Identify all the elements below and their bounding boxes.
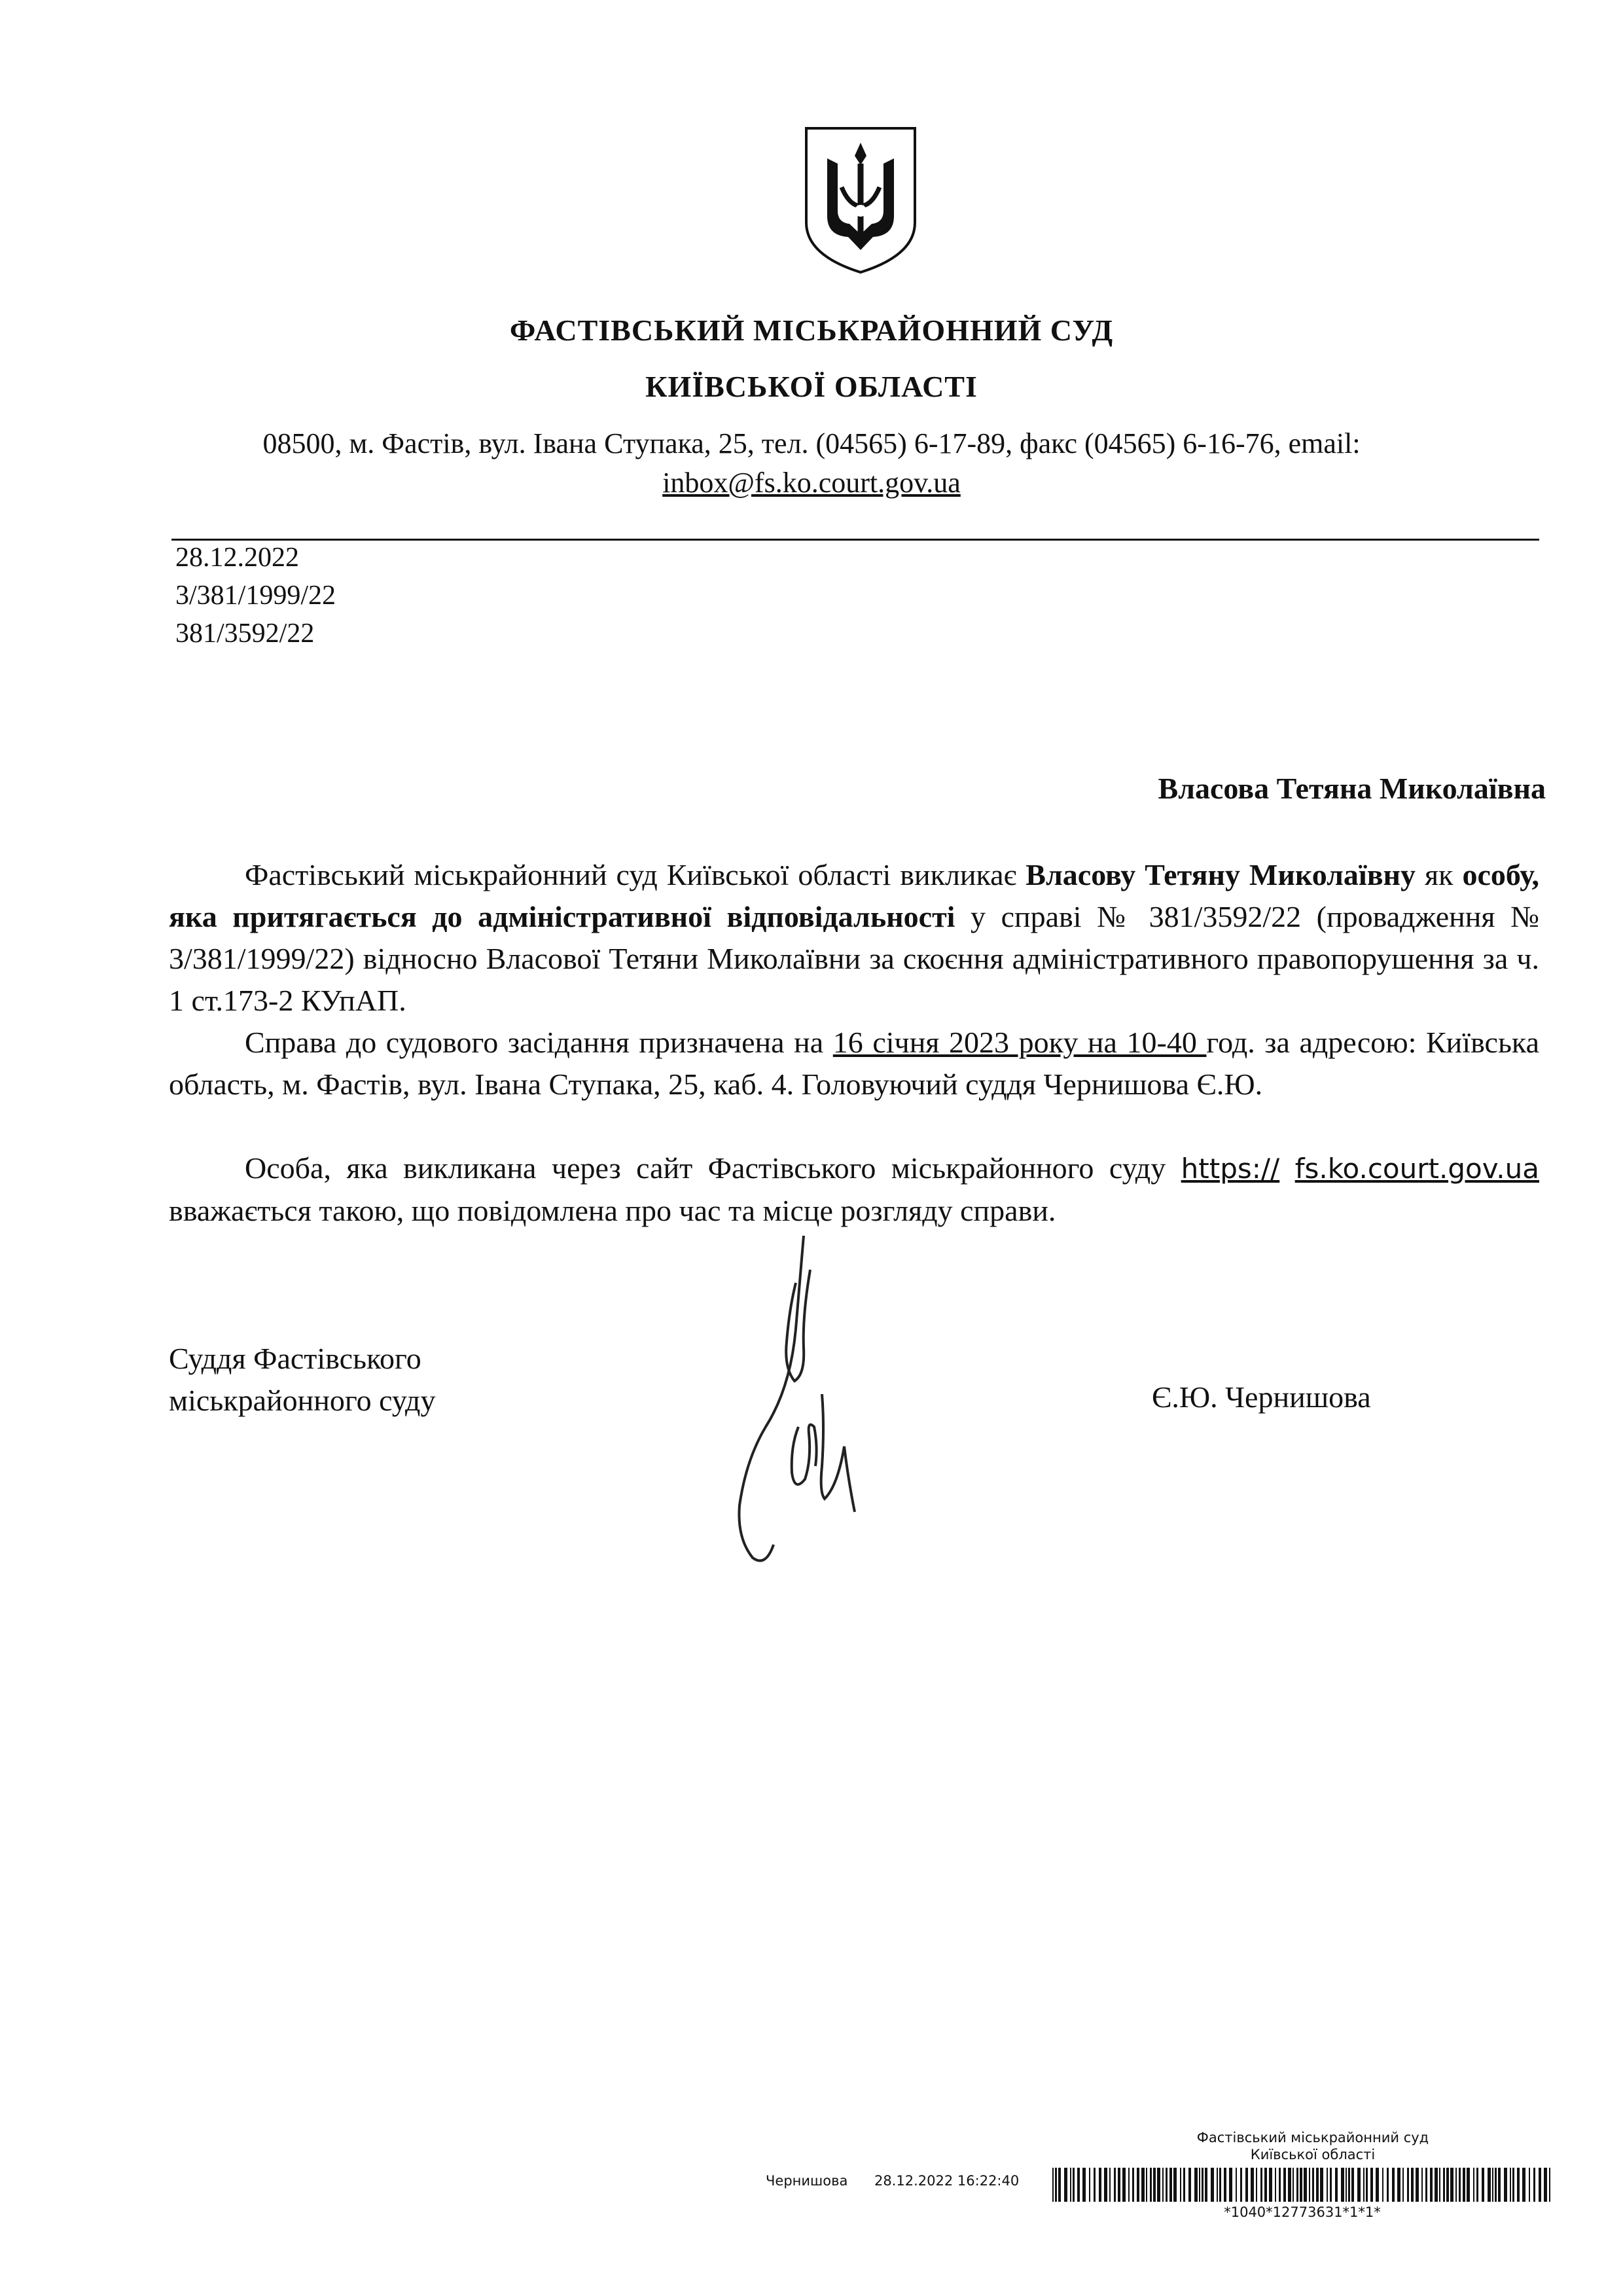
stamp-timestamp: 28.12.2022 16:22:40 bbox=[874, 2173, 1020, 2189]
person-status: особу, яка притягається до адміністративної відповідальності bbox=[169, 858, 1540, 933]
proceeding-number: 3/381/1999/22 bbox=[175, 581, 336, 611]
header-divider bbox=[171, 539, 1539, 541]
p2-text-a: Справа до судового засідання призначена на bbox=[245, 1026, 833, 1059]
paragraph-hearing bbox=[169, 1022, 1539, 1105]
p1-text-b: як bbox=[1416, 858, 1463, 891]
judge-position-line1: Суддя Фастівського bbox=[169, 1342, 421, 1375]
court-site-link-part1[interactable]: https:// bbox=[1181, 1153, 1280, 1185]
stamp-signed-by: Чернишова bbox=[766, 2173, 848, 2189]
p3-text-a: Особа, яка викликана через сайт Фастівського міськрайонного суду bbox=[245, 1151, 1181, 1185]
court-name-line1: ФАСТІВСЬКИЙ МІСЬКРАЙОННИЙ СУД bbox=[509, 314, 1114, 347]
court-name-line2: КИЇВСЬКОЇ ОБЛАСТІ bbox=[645, 370, 978, 403]
p3-text-b: вважається такою, що повідомлена про час та місце розгляду справи. bbox=[169, 1194, 1056, 1227]
summoned-person: Власову Тетяну Миколаївну bbox=[1026, 858, 1416, 891]
barcode-icon bbox=[1052, 2168, 1552, 2202]
paragraph-summons bbox=[169, 854, 1539, 1022]
court-email-line bbox=[0, 466, 1623, 499]
handwritten-signature bbox=[726, 1230, 897, 1571]
addressee-name: Власова Тетяна Миколаївна bbox=[1158, 772, 1546, 805]
court-address: 08500, м. Фастів, вул. Івана Ступака, 25, тел. (04565) 6-17-89, факс (04565) 6-16-76, email: bbox=[262, 427, 1361, 459]
court-email-link[interactable]: inbox@fs.ko.court.gov.ua bbox=[662, 467, 961, 499]
case-number: 381/3592/22 bbox=[175, 619, 315, 649]
judge-name: Є.Ю. Чернишова bbox=[1152, 1380, 1371, 1414]
stamp-barcode-text: *1040*12773631*1*1* bbox=[1224, 2204, 1381, 2220]
letter-date: 28.12.2022 bbox=[175, 543, 299, 573]
p1-text-c: у справі № 381/3592/22 (провадження № 3/381/1999/22) відносно Власової Тетяни Миколаївни за скоєння адміністративного правопорушення за ч. 1 ст.173-2 КУпАП. bbox=[169, 900, 1539, 1017]
paragraph-notice bbox=[169, 1147, 1539, 1232]
trident-coat-of-arms-icon bbox=[802, 124, 919, 276]
stamp-court-line2: Київської області bbox=[1250, 2147, 1376, 2162]
stamp-court-line1: Фастівський міськрайонний суд bbox=[1196, 2130, 1429, 2145]
p1-text-a: Фастівський міськрайонний суд Київської області викликає bbox=[245, 858, 1026, 891]
judge-position-line2: міськрайонного суду bbox=[169, 1384, 436, 1417]
hearing-datetime: 16 січня 2023 року на 10-40 bbox=[832, 1026, 1207, 1059]
court-site-link-part2[interactable]: fs.ko.court.gov.ua bbox=[1294, 1153, 1539, 1185]
p2-text-b: год. за адресою: Київська область, м. Фастів, вул. Івана Ступака, 25, каб. 4. Головуючий суддя Чернишова Є.Ю. bbox=[169, 1026, 1539, 1101]
